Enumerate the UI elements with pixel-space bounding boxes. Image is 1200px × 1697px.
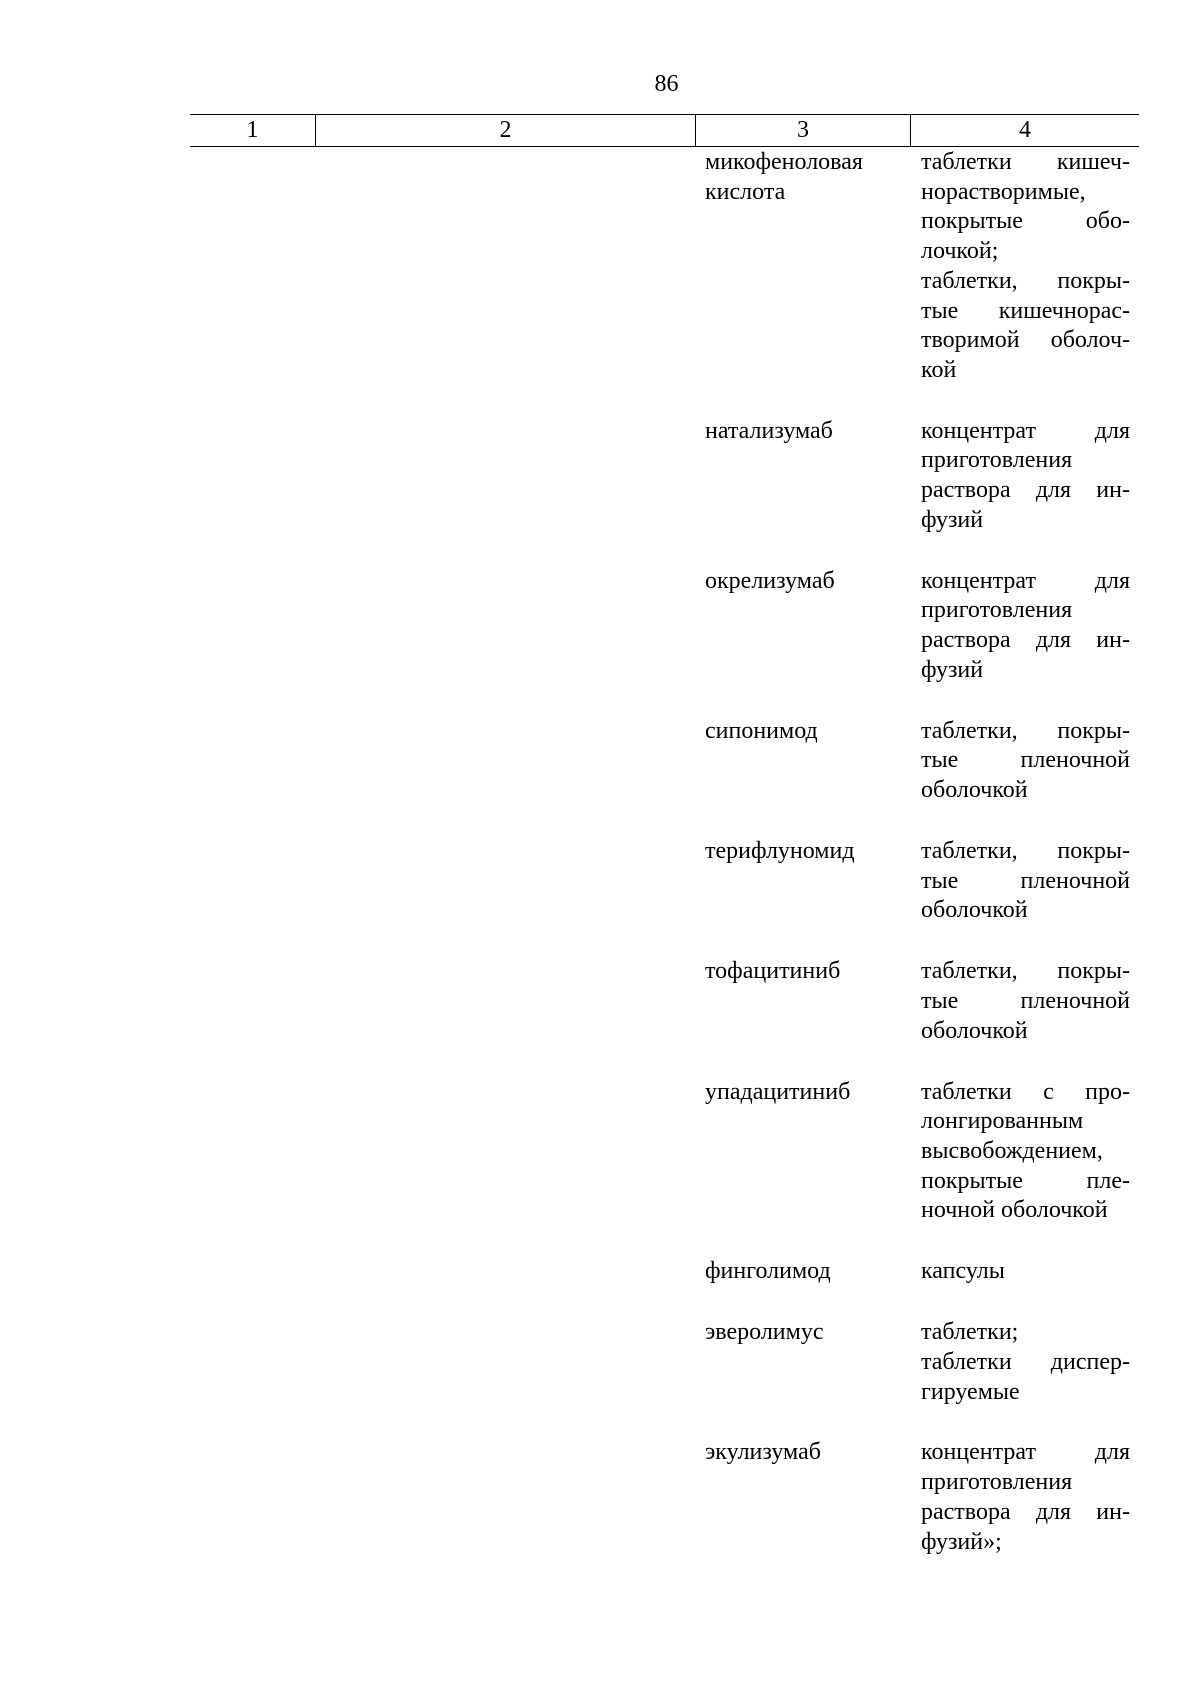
dosage-form-line: кой: [921, 356, 957, 383]
header-col-2: 2: [315, 115, 695, 146]
dosage-form-line: таблетки, покры-: [921, 838, 1130, 865]
dosage-form-line: тые пленочной: [921, 747, 1130, 774]
dosage-form-line: раствора для ин-: [921, 1498, 1130, 1525]
drug-name-line: кислота: [705, 178, 786, 205]
dosage-form-line: оболочкой: [921, 777, 1028, 804]
drug-name-line: упадацитиниб: [705, 1078, 851, 1105]
dosage-form-line: таблетки, покры-: [921, 267, 1130, 294]
dosage-form-line: фузий»;: [921, 1528, 1002, 1555]
dosage-form-cell: [921, 837, 1130, 926]
dosage-form-line: таблетки с про-: [921, 1078, 1130, 1105]
dosage-form-line: концентрат для: [921, 417, 1130, 444]
drug-name-line: микофеноловая: [705, 149, 863, 175]
drug-name-line: экулизумаб: [705, 1439, 821, 1466]
dosage-form-line: высвобождением,: [921, 1138, 1103, 1165]
header-col-3: 3: [695, 115, 910, 146]
page-number: 86: [654, 71, 679, 97]
dosage-form-cell: [921, 1257, 1130, 1287]
dosage-form-line: фузий: [921, 656, 984, 683]
drug-name-cell: [705, 1438, 905, 1468]
drug-name-cell: [705, 567, 905, 597]
drug-name-line: финголимод: [705, 1258, 831, 1285]
dosage-form-line: концентрат для: [921, 1439, 1130, 1466]
dosage-form-line: раствора для ин-: [921, 627, 1130, 654]
drug-name-line: окрелизумаб: [705, 567, 835, 594]
dosage-form-cell: [921, 1438, 1130, 1557]
dosage-form-line: лонгированным: [921, 1108, 1084, 1135]
dosage-form-line: концентрат для: [921, 567, 1130, 594]
dosage-form-line: таблетки кишеч-: [921, 149, 1130, 175]
dosage-form-line: тые пленочной: [921, 988, 1130, 1015]
dosage-form-line: капсулы: [921, 1258, 1005, 1285]
dosage-form-line: тые пленочной: [921, 867, 1130, 894]
dosage-form-line: приготовления: [921, 447, 1073, 474]
dosage-form-line: оболочкой: [921, 897, 1028, 924]
drug-name-cell: [705, 417, 905, 447]
drug-name-line: натализумаб: [705, 417, 833, 444]
drug-name-cell: [705, 717, 905, 747]
dosage-form-line: таблетки, покры-: [921, 958, 1130, 985]
drug-name-cell: [705, 837, 905, 867]
dosage-form-line: приготовления: [921, 1469, 1073, 1496]
dosage-form-cell: [921, 717, 1130, 806]
dosage-form-line: норастворимые,: [921, 178, 1086, 205]
drug-name-line: сипонимод: [705, 717, 818, 744]
dosage-form-line: гируемые: [921, 1378, 1020, 1405]
dosage-form-cell: [921, 1318, 1130, 1407]
dosage-form-cell: [921, 567, 1130, 686]
dosage-form-line: покрытые пле-: [921, 1167, 1130, 1194]
dosage-form-line: приготовления: [921, 597, 1073, 624]
dosage-form-line: творимой оболоч-: [921, 327, 1130, 354]
dosage-form-line: ночной оболочкой: [921, 1197, 1108, 1224]
header-col-1: 1: [246, 117, 259, 143]
dosage-form-line: фузий: [921, 506, 984, 533]
drug-name-line: эверолимус: [705, 1319, 824, 1346]
dosage-form-cell: [921, 417, 1130, 536]
drug-name-line: тофацитиниб: [705, 958, 841, 985]
dosage-form-line: таблетки, покры-: [921, 717, 1130, 744]
drug-name-cell: [705, 1257, 905, 1287]
drug-name-line: терифлуномид: [705, 838, 855, 865]
dosage-form-line: покрытые обо-: [921, 208, 1130, 235]
header-col-4: 4: [910, 115, 1139, 146]
drug-name-cell: [705, 1078, 905, 1108]
dosage-form-line: оболочкой: [921, 1017, 1028, 1044]
dosage-form-line: таблетки диспер-: [921, 1348, 1130, 1375]
dosage-form-line: таблетки;: [921, 1319, 1019, 1346]
drug-name-cell: [705, 148, 905, 207]
dosage-form-line: лочкой;: [921, 238, 999, 265]
dosage-form-cell: [921, 1078, 1130, 1227]
dosage-form-cell: [921, 957, 1130, 1046]
drug-name-cell: [705, 1318, 905, 1348]
drug-name-cell: [705, 957, 905, 987]
dosage-form-line: раствора для ин-: [921, 477, 1130, 504]
dosage-form-line: тые кишечнорас-: [921, 297, 1130, 324]
table-header-row: [190, 114, 1139, 147]
dosage-form-cell: [921, 148, 1130, 386]
